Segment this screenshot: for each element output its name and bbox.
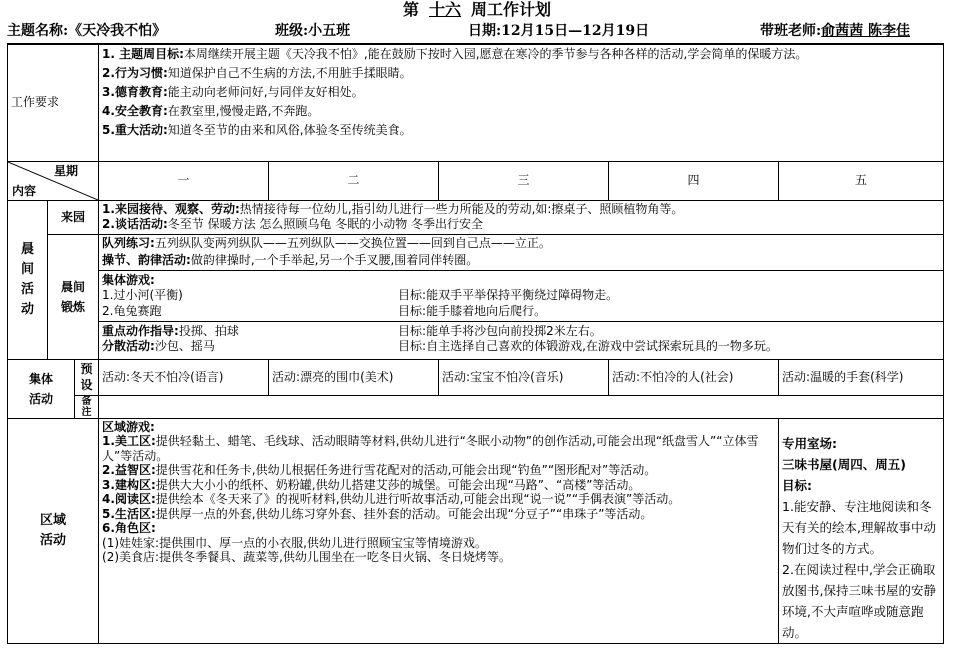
title-prefix: 第: [402, 0, 419, 19]
teacher-label: 带班老师:: [760, 23, 822, 39]
preset-label: 预设: [75, 359, 99, 395]
group-activity-1: 活动:冬天不怕冷(语言): [99, 359, 269, 395]
exercise-formation: 队列练习:五列纵队变两列纵队——五列纵队——交换位置——回到自己点——立正。 操节、韵律活动:做韵律操时,一个手举起,另一个手叉腰,围着同伴转圈。: [99, 234, 944, 270]
area-item-2: 2.益智区:提供雪花和任务卡,供幼儿根据任务进行雪花配对的活动,可能会出现“钓鱼”“图形配对”等活动。: [102, 463, 657, 477]
note-content: [99, 395, 944, 418]
area-activity-label: 区域活动: [8, 418, 99, 643]
area-item-5: 5.生活区:提供厚一点的外套,供幼儿练习穿外套、挂外套的活动。可能会出现“分豆子”“串珠子”等活动。: [102, 506, 653, 521]
area-item-3: 3.建构区:提供大大小小的纸杯、奶粉罐,供幼儿搭建艾莎的城堡。可能会出现“马路”、“高楼”等活动。: [102, 477, 641, 492]
weekly-plan-table: [7, 43, 944, 644]
role-area-1: (1)娃娃家:提供围巾、厚一点的小衣服,供幼儿进行照顾宝宝等情境游戏。: [102, 535, 487, 550]
weekday-3: 三: [439, 161, 609, 200]
teacher-info: [760, 21, 910, 41]
teacher-names: 俞茜茜 陈李佳: [821, 23, 911, 39]
group-activity-5: 活动:温暖的手套(科学): [779, 359, 944, 395]
arrival-label: 来园: [48, 200, 99, 234]
arrival-content: 1.来园接待、观察、劳动:热情接待每一位幼儿,指引幼儿进行一些力所能及的劳动,如:擦桌子、照顾植物角等。 2.谈话活动:冬至节 保暖方法 怎么照顾乌龟 冬眠的小动物 冬季出行安全: [99, 200, 944, 234]
weekday-4: 四: [609, 161, 779, 200]
area-games: 区域游戏: 1.美工区:提供轻黏土、蜡笔、毛线球、活动眼睛等材料,供幼儿进行“冬眠小动物”的创作活动,可能会出现“纸盘雪人”“立体雪人”等活动。 2.益智区:提供雪花和任务卡,供幼儿根据任务进行雪花配对的活动,可能会出现“钓鱼”“图形配对”等活动。 3.建构区:提供大大小小的纸杯、奶粉罐,供幼儿搭建艾莎的城堡。可能会出现“马路”、“高楼”等活动。 4.阅读区:提供绘本《冬天来了》的视听材料,供幼儿进行听故事活动,可能会出现“说一说”“手偶表演”等活动。 5.生活区:提供厚一点的外套,供幼儿练习穿外套、挂外套的活动。可能会出现“分豆子”“串珠子”等活动。 6.角色区: (1)娃娃家:提供围巾、厚一点的小衣服,供幼儿进行照顾宝宝等情境游戏。 (2)美食店:提供冬季餐具、蔬菜等,供幼儿围坐在一吃冬日火锅、冬日烧烤等。: [99, 418, 779, 643]
corner-content-label: 内容: [12, 183, 37, 198]
requirement-3: 3.德育教育:能主动向老师问好,与同伴友好相处。: [102, 85, 364, 99]
corner-week-label: 星期: [54, 163, 79, 178]
special-room: 专用室场: 三味书屋(周四、周五) 目标: 1.能安静、专注地阅读和冬天有关的绘本,理解故事中动物们过冬的方式。 2.在阅读过程中,学会正确取放图书,保持三味书屋的安静环境,不大声喧哗或随意跑动。: [779, 418, 944, 643]
exercise-label: 晨间锻炼: [48, 234, 99, 359]
morning-activity-label: 晨间活动: [8, 200, 48, 359]
requirement-5: 5.重大活动:知道冬至节的由来和风俗,体验冬至传统美食。: [102, 123, 412, 137]
group-activity-4: 活动:不怕冷的人(社会): [609, 359, 779, 395]
area-item-4: 4.阅读区:提供绘本《冬天来了》的视听材料,供幼儿进行听故事活动,可能会出现“说一说”“手偶表演”等活动。: [102, 492, 681, 506]
requirements-content: [99, 44, 944, 161]
weekday-1: 一: [99, 161, 269, 200]
weekday-2: 二: [269, 161, 439, 200]
exercise-games: 集体游戏: 1.过小河(平衡) 目标:能双手平举保持平衡绕过障碍物走。 2.龟兔赛跑 目标:能手膝着地向后爬行。 重点动作指导:投掷、拍球 目标:能单手将沙包向前投掷2米左右。 分散活动:沙包、摇马 目标:自主选择自己喜欢的体锻游戏,在游戏中尝试探索玩具的一物多玩。: [99, 270, 944, 359]
date-range: 日期:12月15日—12月19日: [468, 23, 650, 39]
group-activity-2: 活动:漂亮的围巾(美术): [269, 359, 439, 395]
group-activity-3: 活动:宝宝不怕冷(音乐): [439, 359, 609, 395]
theme-name: 主题名称:《天冷我不怕》: [7, 23, 167, 39]
weekday-5: 五: [779, 161, 944, 200]
requirement-2: 2.行为习惯:知道保护自己不生病的方法,不用脏手揉眼睛。: [102, 66, 412, 80]
requirement-1: 1. 主题周目标:本周继续开展主题《天冷我不怕》,能在鼓励下按时入园,愿意在寒冷的季节参与各种各样的活动,学会简单的保暖方法。: [102, 47, 808, 61]
class-name: 班级:小五班: [275, 23, 351, 39]
weekday-corner: [8, 161, 99, 200]
requirement-4: 4.安全教育:在教室里,慢慢走路,不奔跑。: [102, 104, 320, 118]
group-activity-label: 集体活动: [8, 359, 75, 418]
page-title: [0, 0, 954, 20]
week-number: 十六: [428, 0, 461, 19]
requirements-label: 工作要求: [8, 44, 99, 161]
area-item-1: 1.美工区:提供轻黏土、蜡笔、毛线球、活动眼睛等材料,供幼儿进行“冬眠小动物”的创作活动,可能会出现“纸盘雪人”“立体雪人”等活动。: [102, 434, 759, 463]
role-area-title: 6.角色区:: [102, 521, 156, 535]
note-label: 备注: [75, 395, 99, 418]
title-suffix: 周工作计划: [471, 0, 552, 19]
role-area-2: (2)美食店:提供冬季餐具、蔬菜等,供幼儿围坐在一吃冬日火锅、冬日烧烤等。: [102, 550, 511, 564]
